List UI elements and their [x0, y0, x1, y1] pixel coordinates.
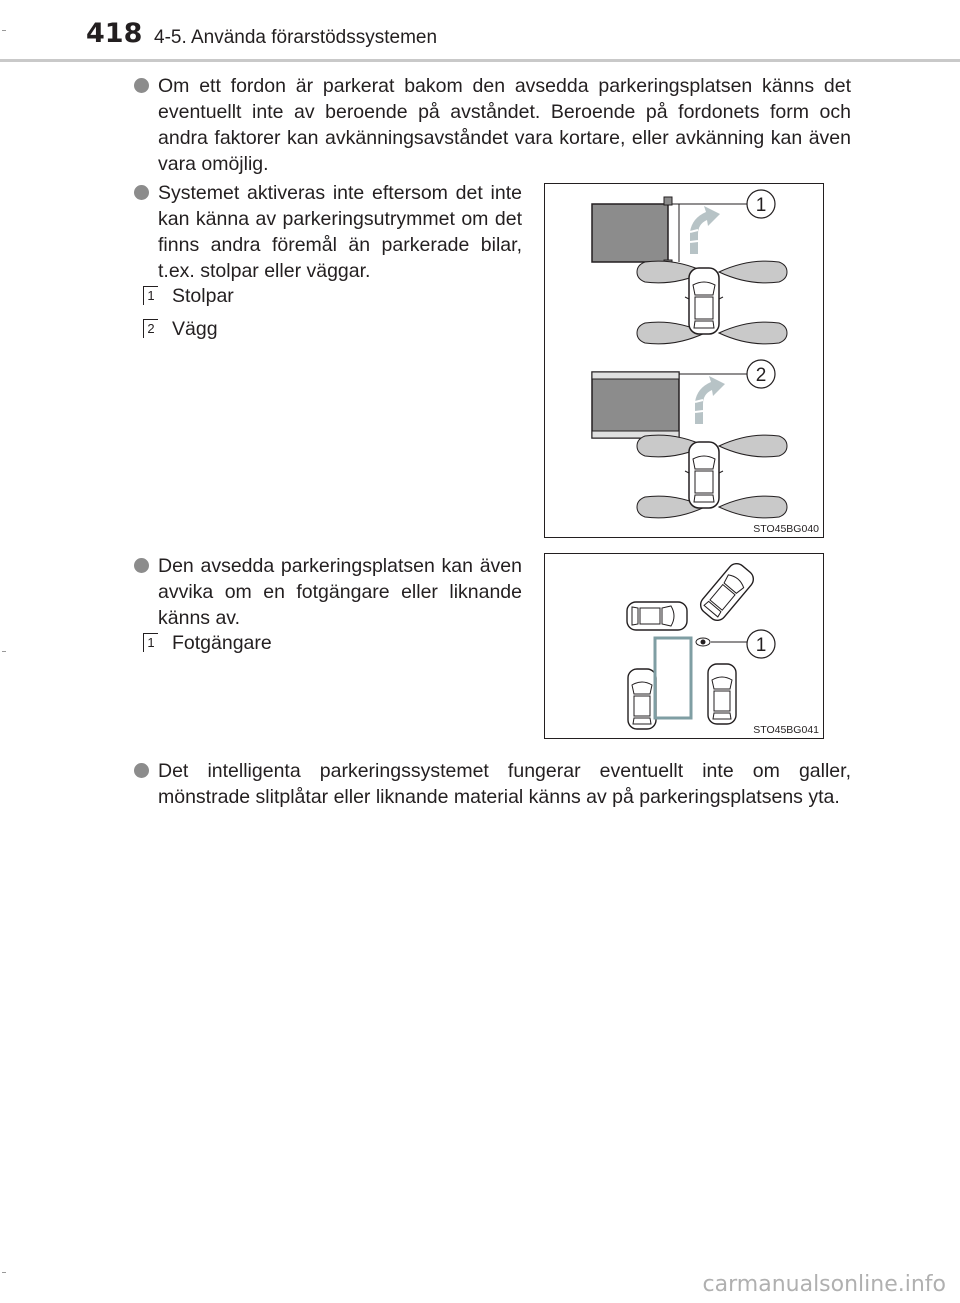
- figure-poles-wall: [544, 183, 824, 538]
- sensor-lobe: [719, 496, 787, 518]
- header-rule: [0, 59, 960, 62]
- pole: [664, 197, 672, 205]
- crop-mark: [2, 1272, 6, 1273]
- page-header: [0, 0, 960, 62]
- sensor-lobe: [719, 435, 787, 457]
- legend-label: Vägg: [172, 318, 218, 340]
- figure-pedestrian: [544, 553, 824, 739]
- bullet-text: Den avsedda parkeringsplatsen kan även avvika om en fotgängare eller liknande känns av.: [158, 555, 522, 629]
- car-icon: [627, 602, 687, 630]
- callout-number: 1: [755, 195, 767, 216]
- crop-mark: [2, 651, 6, 652]
- bullet-item: [134, 73, 851, 177]
- section-title: 4-5. Använda förarstödssystemen: [154, 27, 438, 48]
- car-icon: [685, 442, 723, 508]
- car-icon: [628, 669, 656, 729]
- direction-arrow-icon: [695, 376, 725, 424]
- bullet-text: Systemet aktiveras inte eftersom det inte kan känna av parkeringsutrymmet om det finns andra föremål än parkerade bilar, t.ex. stolpar eller väggar.: [158, 182, 522, 282]
- figure-code: STO45BG040: [753, 523, 819, 535]
- legend-number: 1: [143, 633, 158, 652]
- legend-number: 1: [143, 286, 158, 305]
- car-icon: [697, 560, 757, 624]
- car-icon: [708, 664, 736, 724]
- wall: [592, 372, 679, 438]
- direction-arrow-icon: [690, 206, 720, 254]
- bullet-icon: [134, 185, 149, 200]
- legend-number: 2: [143, 319, 158, 338]
- sensor-lobe: [719, 261, 787, 283]
- bullet-item: [134, 758, 851, 810]
- sensor-lobe: [719, 322, 787, 344]
- crop-mark: [2, 30, 6, 31]
- bullet-icon: [134, 78, 149, 93]
- bullet-item: [134, 180, 522, 284]
- pedestrian-icon: [696, 638, 710, 646]
- bullet-item: [134, 553, 522, 631]
- legend-label: Stolpar: [172, 285, 234, 307]
- bullet-text: Det intelligenta parkeringssystemet fungerar eventuellt inte om galler, mönstrade slitplåtar eller liknande material känns av på parkeringsplatsens yta.: [158, 760, 851, 808]
- pole-area: [592, 204, 668, 262]
- legend-label: Fotgängare: [172, 632, 272, 654]
- callout-number: 2: [755, 365, 767, 386]
- callout-number: 1: [755, 635, 767, 656]
- figure-illustration: [545, 554, 825, 740]
- bullet-text: Om ett fordon är parkerat bakom den avsedda parkeringsplatsen känns det eventuellt inte av beroende på avståndet. Beroende på fordonets form och andra faktorer kan avkänningsavståndet vara kortare, eller avkänning kan även vara omöjlig.: [158, 75, 851, 175]
- page-number: 418: [86, 18, 143, 49]
- bullet-icon: [134, 763, 149, 778]
- watermark: carmanualsonline.info: [702, 1272, 946, 1297]
- bullet-icon: [134, 558, 149, 573]
- figure-code: STO45BG041: [753, 724, 819, 736]
- car-icon: [685, 268, 723, 334]
- figure-illustration: [545, 184, 825, 539]
- parking-space: [655, 638, 691, 718]
